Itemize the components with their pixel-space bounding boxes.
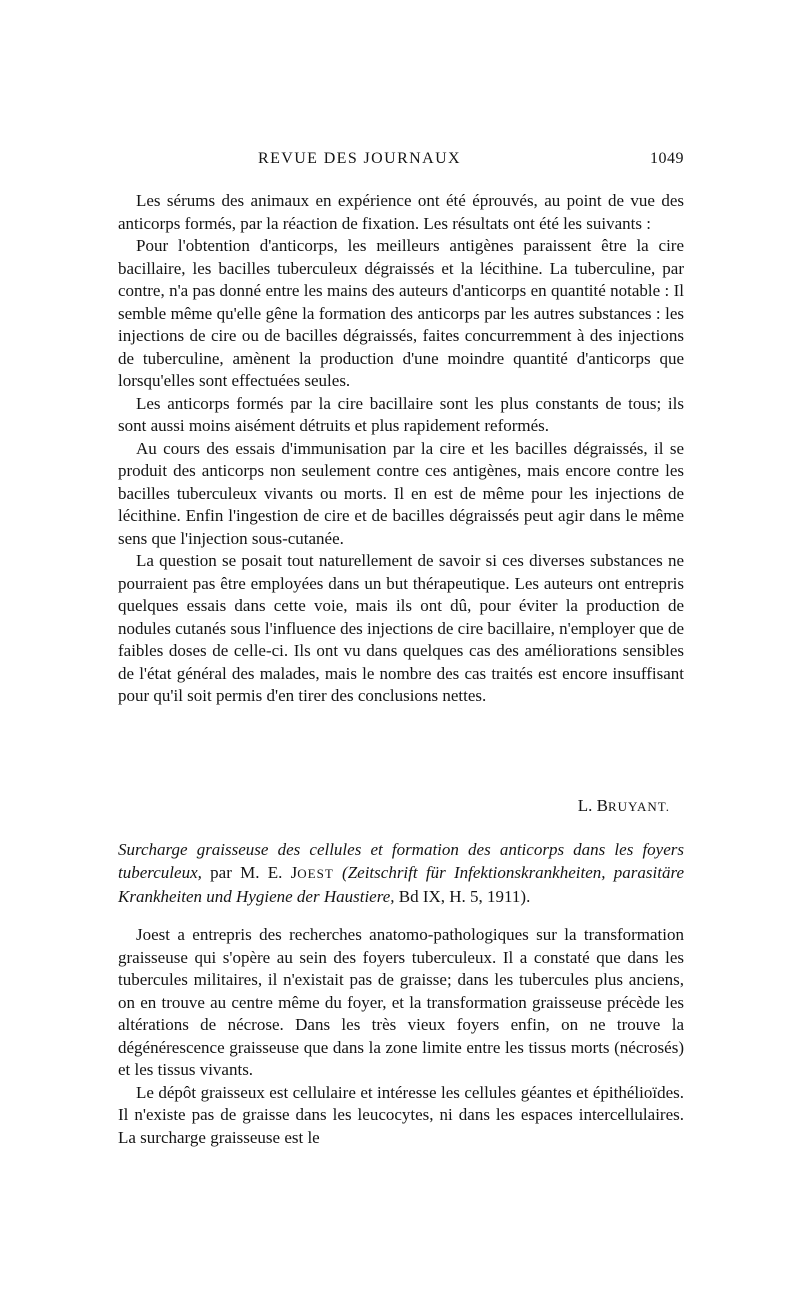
reviewer-signature [118,796,670,816]
page-number: 1049 [650,150,684,167]
author-name: OEST [297,866,334,881]
running-head [118,150,684,174]
paragraph: La question se posait tout naturellement de savoir si ces diverses substances ne pourraient pas être employées dans un but thérapeutique. Les auteurs ont entrepris quelques essais dans cette voie, mais ils ont dû, pour éviter la production de nodules cutanés sous l'influence des injections de cire bacillaire, n'employer que de faibles doses de celle-ci. Ils ont vu dans quelques cas des améliorations sensibles de l'état général des malades, mais le nombre des cas traités est encore insuffisant pour qu'il soit permis d'en tirer des conclusions nettes. [118,551,684,705]
signature-surname: RUYANT. [607,799,670,814]
paragraph: Pour l'obtention d'anticorps, les meilleurs antigènes paraissent être la cire bacillaire, les bacilles tuberculeux dégraissés et la lécithine. La tuberculine, par contre, n'a pas donné entre les mains des auteurs d'anticorps en quantité notable : Il semble même qu'elle gêne la formation des anticorps par les autres substances : les injections de cire ou de bacilles dégraissés, faites concurremment à des injections de tuberculine, amènent la production d'une moindre quantité d'anticorps que lorsqu'elles sont effectuées seules. [118,236,684,390]
review-1-body [118,190,684,708]
journal-name: (Zeitschrift für Infektionskrankheiten, parasitäre Krankheiten und Hygiene der Haustiere, [118,863,684,906]
paragraph: Joest a entrepris des recherches anatomo-pathologiques sur la transformation graisseuse qui s'opère au sein des foyers tuberculeux. Il a constaté que dans les tubercules militaires, il n'existait pas de graisse; dans les tubercules plus anciens, on en trouve au centre même du foyer, et la transformation graisseuse précède les altérations de nécrose. Dans les très vieux foyers enfin, on ne trouve la dégénérescence graisseuse que dans la zone limite entre les tissus morts (nécrosés) et les tissus vivants. [118,925,684,1079]
review-2-citation [118,838,684,908]
signature-initial: L. B [577,796,608,815]
running-title: REVUE DES JOURNAUX [258,150,461,167]
article-title: Surcharge graisseuse des cellules et formation des anticorps dans les foyers tuberculeux, [118,840,684,882]
paragraph: Le dépôt graisseux est cellulaire et intéresse les cellules géantes et épithélioïdes. Il n'existe pas de graisse dans les leucocytes, ni dans les espaces intercellulaires. La surcharge graisseuse est le [118,1082,684,1147]
citation-volume: Bd IX, H. 5, 1911). [394,887,531,906]
review-2-body [118,924,684,1149]
paragraph: Les sérums des animaux en expérience ont été éprouvés, au point de vue des anticorps formés, par la réaction de fixation. Les résultats ont été les suivants : [118,191,684,233]
paragraph: Au cours des essais d'immunisation par la cire et les bacilles dégraissés, il se produit des anticorps non seulement contre ces antigènes, mais encore contre les bacilles tuberculeux vivants ou morts. Il en est de même pour les injections de lécithine. Enfin l'ingestion de cire et de bacilles dégraissés peut agir dans le même sens que l'injection sous-cutanée. [118,438,684,548]
paragraph: Les anticorps formés par la cire bacillaire sont les plus constants de tous; ils sont aussi moins aisément détruits et plus rapidement reformés. [118,393,684,435]
author-prefix: par M. E. J [201,863,298,882]
